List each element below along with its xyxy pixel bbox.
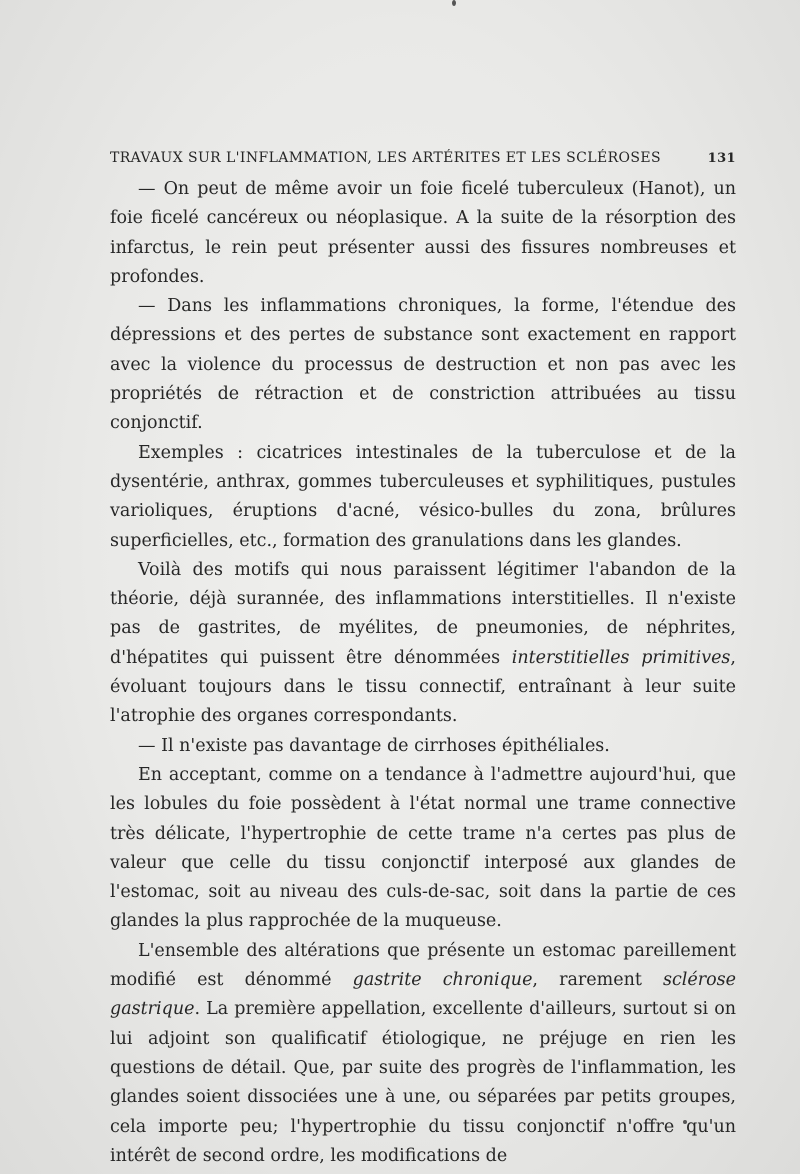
paragraph-ensemble-text-1: L'ensemble des altérations que présente un estomac pareillement modifié est dénommé: [110, 940, 736, 991]
paragraph-exemples: Exemples : cicatrices intestinales de la tuberculose et de la dysentérie, anthrax, gommes tuberculeuses et syphilitiques, pustules varioliques, éruptions d'acné, vésico-bulles du zona, brûlures superficielles, etc., formation des granulations dans les glandes.: [110, 442, 736, 551]
paragraph-abandon-theorie: [110, 556, 736, 732]
print-speck-top: [452, 0, 456, 6]
paragraph-ensemble-text-2: , rarement: [532, 970, 664, 991]
italic-sclerose-gastrique: sclérose gastrique: [110, 970, 736, 1020]
page-number: 131: [707, 151, 736, 166]
paragraph-ensemble-text-3: . La première appellation, excellente d'ailleurs, surtout si on lui adjoint son qualificatif étiologique, ne préjuge en rien les questions de détail. Que, par suite des progrès de l'inflammation, les glandes soient dissociées une à une, ou séparées par petits groupes, cela importe peu; l'hypertrophie du tissu conjonctif n'offre qu'un intérêt de second ordre, les modifications de: [110, 999, 736, 1166]
italic-gastrite-chronique: gastrite chronique: [352, 970, 533, 991]
running-title: TRAVAUX SUR L'INFLAMMATION, LES ARTÉRITES ET LES SCLÉROSES: [110, 150, 662, 166]
paragraph-foie-ficele: — On peut de même avoir un foie ficelé tuberculeux (Hanot), un foie ficelé cancéreux ou néoplasique. A la suite de la résorption des infarctus, le rein peut présenter aussi des fissures nombreuses et profondes.: [110, 179, 736, 287]
paragraph-abandon-text-1: Voilà des motifs qui nous paraissent légitimer l'abandon de la théorie, déjà surannée, des inflammations interstitielles. Il n'existe pas de gastrites, de myélites, de pneumonies, de néphrites, d'hépatites qui puissent être dénommées: [110, 559, 736, 668]
paragraph-ensemble-alterations: [110, 937, 736, 1171]
paragraph-cirrhoses: — Il n'existe pas davantage de cirrhoses épithéliales.: [138, 735, 610, 756]
running-head: [110, 148, 736, 169]
text-block: [110, 148, 736, 1171]
paragraph-en-acceptant: En acceptant, comme on a tendance à l'admettre aujourd'hui, que les lobules du foie possèdent à l'état normal une trame connective très délicate, l'hypertrophie de cette trame n'a certes pas plus de valeur que celle du tissu conjonctif interposé aux glandes de l'estomac, soit au niveau des culs-de-sac, soit dans la partie de ces glandes la plus rapprochée de la muqueuse.: [110, 764, 736, 932]
italic-interstitielles-primitives: interstitielles primitives: [511, 647, 731, 668]
paragraph-inflammations-chroniques: — Dans les inflammations chroniques, la forme, l'étendue des dépressions et des pertes de substance sont exactement en rapport avec la violence du processus de destruction et non pas avec les propriétés de rétraction et de constriction attribuées au tissu conjonctif.: [110, 296, 736, 434]
paragraph-abandon-text-2: , évoluant toujours dans le tissu connectif, entraînant à leur suite l'atrophie des organes correspondants.: [110, 647, 736, 727]
